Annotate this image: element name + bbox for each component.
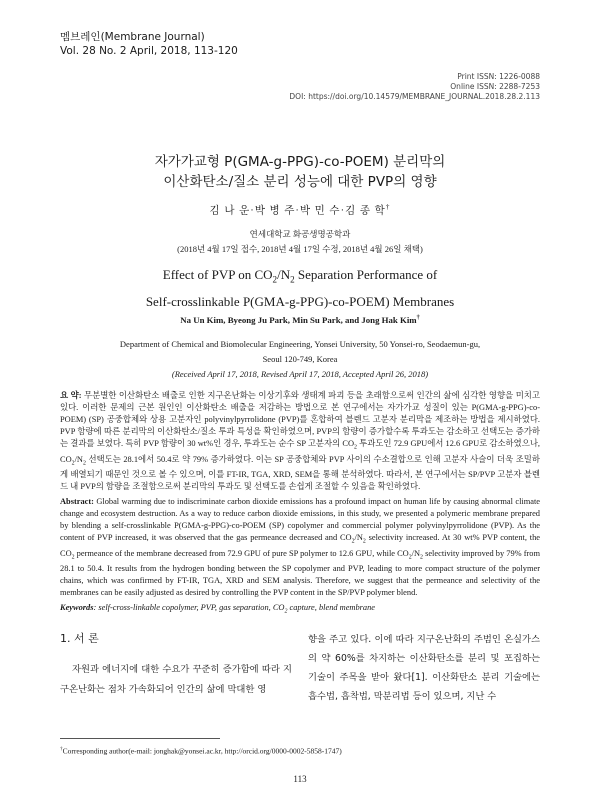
korean-affiliation bbox=[60, 227, 540, 257]
korean-title-line1: 자가가교형 P(GMA-g-PPG)-co-POEM) 분리막의 bbox=[154, 154, 446, 170]
issn-block bbox=[289, 72, 540, 102]
body-column-right: 향을 주고 있다. 이에 따라 지구온난화의 주범인 온실가스의 약 60%를 차지하는 이산화탄소를 분리 및 포집하는 기술이 주목을 받아 왔다[1]. 이산화탄소 분리 기술에는 흡수법, 흡착법, 막분리법 등이 있으며, 지난 수 bbox=[308, 634, 540, 702]
keywords: Keywords: self-cross-linkable copolymer, PVP, gas separation, $CO_2$ capture, blend membrane bbox=[60, 603, 376, 615]
korean-title bbox=[60, 152, 540, 192]
english-dates: (Received April 17, 2018, Revised April 17, 2018, Accepted April 26, 2018) bbox=[171, 369, 429, 379]
korean-authors-text: 김 나 운·박 병 주·박 민 수·김 종 학 bbox=[209, 205, 386, 217]
english-title bbox=[60, 264, 540, 312]
footnote-text: Corresponding author(e-mail: jonghak@yonsei.ac.kr, http://orcid.org/0000-0002-5858-1747) bbox=[62, 746, 342, 756]
english-authors bbox=[60, 315, 540, 325]
footnote-divider bbox=[60, 738, 220, 739]
english-affiliation-line1: Department of Chemical and Biomolecular Engineering, Yonsei University, 50 Yonsei-ro, Seodaemun-gu, bbox=[119, 339, 481, 349]
print-issn: Print ISSN: 1226-0088 bbox=[457, 72, 540, 81]
korean-abstract: 요 약: 무분별한 이산화탄소 배출로 인한 지구온난화는 이상기후와 생태계 파괴 등을 초래함으로써 인간의 삶에 심각한 영향을 미치고 있다. 이러한 문제의 근본 원인인 이산화탄소 배출을 저감하는 방법으로 본 연구에서는 자가가교 성질이 있는 P(GMA-g-PPG)-co-POEM) (SP) 공중합체와 상용 고분자인 polyvinylpyrrolidone (PVP)를 혼합하여 블렌드 고분자 분리막을 제조하는 방법을 제시하였다. PVP 함량에 따른 분리막의 이산화탄소/질소 투과 특성을 확인하였으며, PVP의 함량이 증가할수록 투과도는 감소하고 선택도는 증가하는 결과를 보였다. 특히 PVP 함량이 30 wt%인 경우, 투과도는 순수 SP 고분자의 $CO_2$ 투과도인 72.9 GPU에서 12.6 GPU로 감소하였으나, $CO_2/N_2$ 선택도는 28.1에서 50.4로 약 79% 증가하였다. 이는 SP 공중합체와 PVP 사이의 수소결합으로 인해 고분자 사슬이 더욱 조밀하게 배열되기 때문인 것으로 볼 수 있으며, 이를 FT-IR, TGA, XRD, SEM을 통해 분석하였다. 따라서, 본 연구에서는 SP/PVP 고분자 블렌드 내 PVP의 함량을 조절함으로써 분리막의 투과도 및 선택도를 손쉽게 조절할 수 있음을 확인하였다. bbox=[60, 391, 541, 492]
doi: DOI: https://doi.org/10.14579/MEMBRANE_JOURNAL.2018.28.2.113 bbox=[289, 92, 540, 101]
keywords-label: Keywords bbox=[60, 603, 94, 612]
footnote bbox=[60, 744, 342, 757]
english-title-line1: Effect of PVP on $CO_2/N_2$ Separation Performance of bbox=[162, 267, 438, 285]
korean-title-line2: 이산화탄소/질소 분리 성능에 대한 PVP의 영향 bbox=[163, 174, 437, 190]
footnote-mark: † bbox=[60, 746, 63, 752]
body-column-left: 자원과 에너지에 대한 수요가 꾸준히 증가함에 따라 지구온난화는 점차 가속화되어 인간의 삶에 막대한 영 bbox=[60, 664, 292, 695]
volume-info: Vol. 28 No. 2 April, 2018, 113-120 bbox=[60, 45, 238, 57]
korean-dates: (2018년 4월 17일 접수, 2018년 4월 17일 수정, 2018년 4월 26일 채택) bbox=[177, 244, 423, 254]
page-number: 113 bbox=[293, 774, 307, 784]
korean-authors bbox=[60, 202, 540, 218]
english-abstract: Abstract: Global warming due to indiscriminate carbon dioxide emissions has a profound impact on human life by causing abnormal climate change and ecosystem destruction. As a way to reduce carbon dioxide emissions, in this study, we presented a polymeric membrane prepared by blending a self-crosslinkable P(GMA-g-PPG)-co-POEM (SP) copolymer and commercial polymer polyvinylpyrrolidone (PVP). As the content of PVP increased, it was observed that the gas permeance decreased and $CO_2/N_2$ selectivity increased. At 30 wt% PVP content, the $CO_2$ permeance of the membrane decreased from 72.9 GPU of pure SP polymer to 12.6 GPU, while $CO_2/N_2$ selectivity improved by 79% from 28.1 to 50.4. It results from the hydrogen bonding between the SP copolymer and PVP, leading to more compact structure of the polymer chains, which was confirmed by FT-IR, TGA, XRD and SEM analysis. Therefore, we suggest that the permeance and selectivity of the membranes can be easily adjusted as desired by controlling the PVP content in the SP/PVP polymer blend. bbox=[60, 497, 540, 598]
english-title-line2: Self-crosslinkable P(GMA-g-PPG)-co-POEM) Membranes bbox=[145, 293, 455, 309]
korean-abstract-label: 요 약: bbox=[60, 391, 82, 400]
journal-name: 멤브레인(Membrane Journal) bbox=[60, 31, 205, 43]
author-mark: † bbox=[385, 202, 391, 211]
online-issn: Online ISSN: 2288-7253 bbox=[450, 82, 540, 91]
section-heading: 1. 서 론 bbox=[60, 632, 99, 645]
english-authors-text: Na Un Kim, Byeong Ju Park, Min Su Park, and Jong Hak Kim bbox=[180, 315, 417, 325]
korean-affiliation-name: 연세대학교 화공생명공학과 bbox=[249, 229, 351, 239]
author-mark: † bbox=[416, 315, 420, 322]
english-abstract-label: Abstract: bbox=[60, 497, 94, 506]
english-affiliation-line2: Seoul 120-749, Korea bbox=[262, 354, 338, 364]
english-affiliation bbox=[60, 337, 540, 382]
